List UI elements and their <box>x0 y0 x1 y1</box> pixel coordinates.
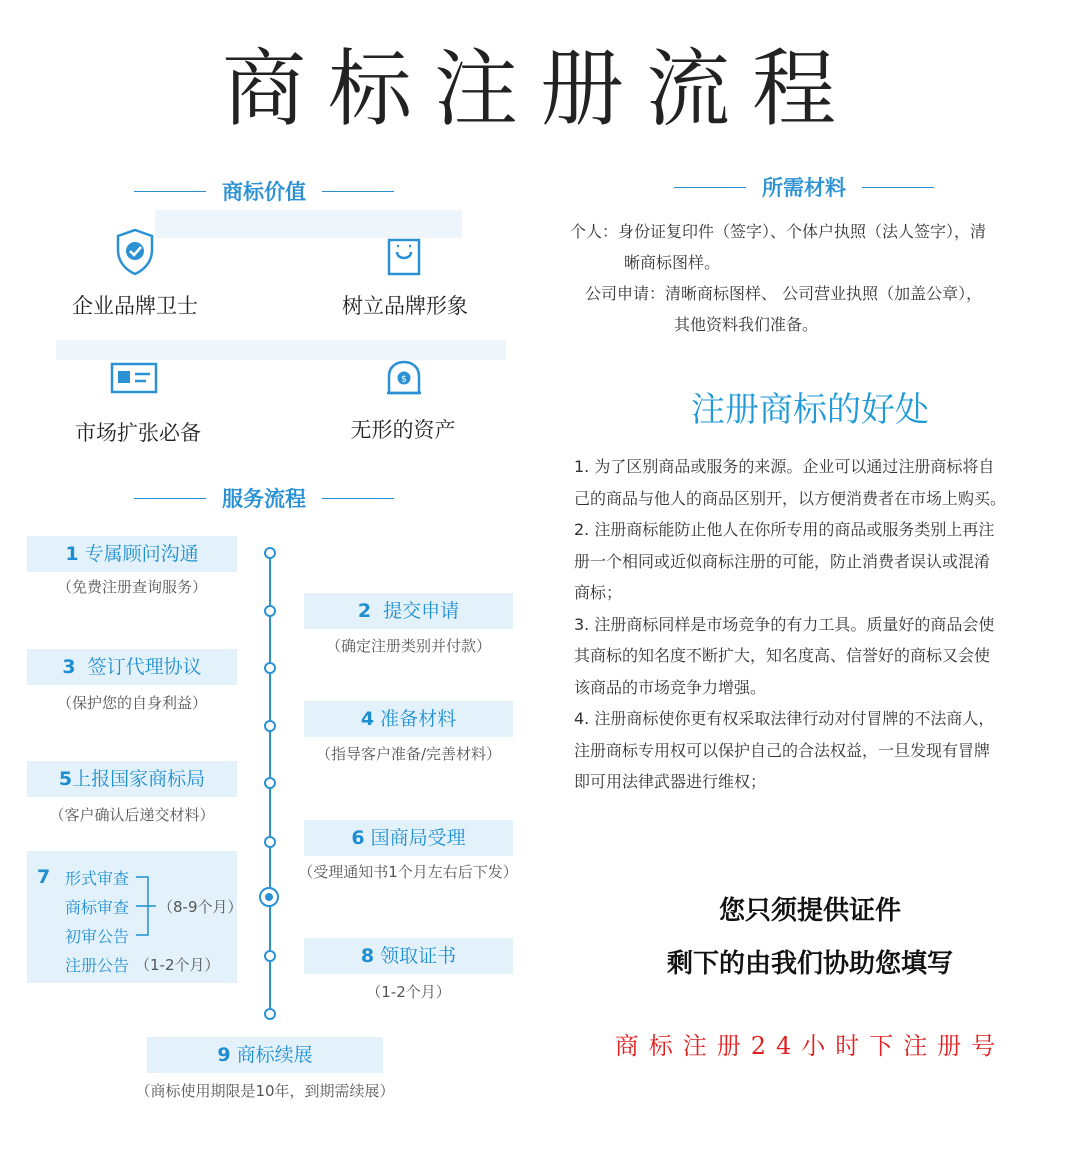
benefit-line: 1. 为了区别商品或服务的来源。企业可以通过注册商标将自 <box>574 457 995 476</box>
benefit-line: 即可用法律武器进行维权； <box>574 772 767 791</box>
value-band-top <box>155 210 462 238</box>
process-step-6: 6 国商局受理 <box>304 820 513 856</box>
value-band-mid <box>56 340 506 360</box>
shopping-bag-icon <box>387 238 421 276</box>
process-step-1-note: （免费注册查询服务） <box>56 578 207 596</box>
value-item-label: 企业品牌卫士 <box>72 294 198 318</box>
process-step-3-note: （保护您的自身利益） <box>56 694 207 712</box>
materials-line: 公司申请：清晰商标图样、 公司营业执照（加盖公章）， <box>585 284 983 303</box>
benefit-line: 册一个相同或近似商标注册的可能，防止消费者误认或混淆 <box>574 551 991 571</box>
process-step-6-note: （受理通知书1个月左右后下发） <box>298 863 518 881</box>
cta-line-1: 您只须提供证件 <box>718 896 901 926</box>
process-step-8-note: （1-2个月） <box>366 983 451 1001</box>
process-step-8: 8 领取证书 <box>304 938 513 974</box>
cta-line-2: 剩下的由我们协助您填写 <box>666 949 953 979</box>
process-step-2: 2 提交申请 <box>304 593 513 629</box>
timeline-dot <box>264 720 276 732</box>
timeline-dot <box>264 1008 276 1020</box>
process-step-5-note: （客户确认后递交材料） <box>49 806 215 824</box>
svg-text:$: $ <box>401 374 407 385</box>
process-step-4: 4 准备材料 <box>304 701 513 737</box>
timeline-dot <box>264 547 276 559</box>
process-step-7-number: 7 <box>37 866 51 888</box>
timeline-dot <box>264 777 276 789</box>
process-step-1: 1 专属顾问沟通 <box>27 536 237 572</box>
benefit-line: 3. 注册商标同样是市场竞争的有力工具。质量好的商品会使 <box>574 614 995 634</box>
process-step-2-note: （确定注册类别并付款） <box>325 637 491 655</box>
materials-personal <box>570 216 1050 278</box>
timeline-dot <box>264 836 276 848</box>
review-stage: 注册公告 <box>65 956 130 975</box>
materials-line: 晰商标图样。 <box>624 253 721 272</box>
timeline-dot <box>264 950 276 962</box>
value-item-label: 无形的资产 <box>350 418 456 442</box>
review-duration: （8-9个月） <box>158 898 243 916</box>
timeline-dot-main <box>259 887 279 907</box>
benefit-line: 商标； <box>574 583 623 602</box>
value-item-label: 市场扩张必备 <box>75 421 201 445</box>
page-title: 商标注册流程 <box>221 40 858 138</box>
timeline-dot <box>264 605 276 617</box>
cta-registration-promise: 商标注册24小时下注册号 <box>614 1032 1006 1060</box>
benefit-line: 该商品的市场竞争力增强。 <box>574 677 767 697</box>
review-stage: 商标审查 <box>65 898 130 917</box>
review-stage-final <box>65 951 220 980</box>
review-stage: 初审公告 <box>65 927 130 946</box>
materials-line: 其他资料我们准备。 <box>674 315 819 334</box>
benefit-line: 2. 注册商标能防止他人在你所专用的商品或服务类别上再注 <box>574 520 995 539</box>
review-stage: 形式审查 <box>65 869 130 888</box>
benefits-heading: 注册商标的好处 <box>691 390 929 430</box>
materials-section-heading: 所需材料 <box>674 172 934 202</box>
process-step-9: 9 商标续展 <box>147 1037 383 1073</box>
process-section-heading: 服务流程 <box>134 483 394 513</box>
value-item-label: 树立品牌形象 <box>342 294 468 318</box>
benefits-list <box>574 451 1064 798</box>
benefit-line: 己的商品与他人的商品区别开，以方便消费者在市场上购买。 <box>574 488 1007 508</box>
benefit-line: 注册商标专用权可以保护自己的合法权益，一旦发现有冒牌 <box>574 740 991 760</box>
materials-line: 个人：身份证复印件（签字）、个体户执照（法人签字），清 <box>570 222 987 241</box>
benefit-line: 4. 注册商标使你更有权采取法律行动对付冒牌的不法商人， <box>574 709 995 728</box>
timeline-dot <box>264 662 276 674</box>
shield-check-icon <box>115 228 155 276</box>
process-step-4-note: （指导客户准备/完善材料） <box>315 745 502 763</box>
money-safe-icon <box>386 360 422 396</box>
review-final-duration: （1-2个月） <box>135 956 220 974</box>
process-step-9-note: （商标使用期限是10年，到期需续展） <box>135 1082 395 1100</box>
benefit-line: 其商标的知名度不断扩大，知名度高、信誉好的商标又会使 <box>574 646 991 665</box>
id-card-icon <box>110 362 158 394</box>
value-section-heading: 商标价值 <box>134 176 394 206</box>
process-step-3: 3 签订代理协议 <box>27 649 237 685</box>
process-step-5: 5上报国家商标局 <box>27 761 237 797</box>
materials-company <box>585 278 1055 340</box>
